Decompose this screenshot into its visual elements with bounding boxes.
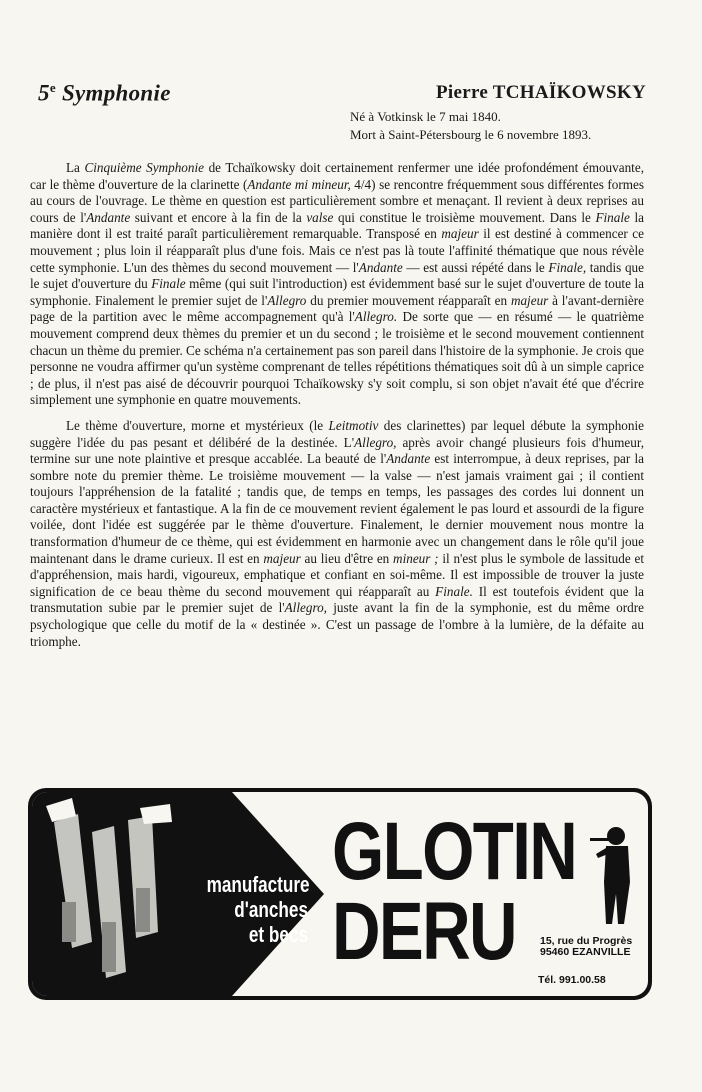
italic-term: Allegro, (354, 434, 397, 450)
text-run: est interrompue, à deux reprises, par la sombre note du premier thème. Le troisième mouvement — la valse — n'est jamais vraiment gai ; il contient toujours l'appréhension de la fatalité ; tandis que, de temps en temps, les passages des cordes lui donnent un caractère mystérieux et fantastique. A la fin de ce mouvement revient également le pas lourd et assourdi de la figure voilée, dont l'idée est suggérée par le thème d'ouverture. Finalement, le dernier mouvement nous montre la transformation d'humeur de ce thème, qui est évidemment en harmonie avec un changement dans le rôle qu'il joue maintenant dans le drame curieux. Il est en (30, 451, 644, 566)
text-run: du premier mouvement réapparaît en (306, 292, 511, 308)
italic-term: Allegro (267, 292, 307, 308)
italic-term: Andante (86, 209, 131, 225)
tagline-line-2: d'anches (234, 897, 308, 922)
italic-term: Allegro. (354, 309, 398, 325)
text-run: — est aussi répété dans le (402, 259, 549, 275)
text-run: il est destiné à commencer ce mouvement ; plus loin il réapparaît plus d'une fois. Mais ce n'est pas là toute l'affinité thématique que nous révèle cette symphonie. L'un des thèmes du second mouvement — l' (30, 226, 644, 275)
text-run: au lieu d'être en (300, 550, 394, 566)
italic-term: majeur (510, 292, 549, 308)
text-run: des clarinettes) par lequel débute la symphonie suggère l'idée du pas pesant et délibéré de la destinée. L' (30, 417, 645, 450)
clarinet-player-icon (586, 824, 646, 934)
italic-term: Leitmotiv (328, 417, 379, 433)
address-line-2: 95460 EZANVILLE (540, 946, 631, 958)
ad-tagline (207, 872, 308, 947)
text-run: 4/4) se rencontre fréquemment sous différentes formes au cours de l'ouvrage. Le thème en question est particulièrement sombre et menaçant. Il revient à deux reprises au cours de l' (30, 176, 644, 225)
text-run: il n'est plus le symbole de lassitude et d'appréhension, mais hardi, vigoureux, emphatique et confiant en soi-même. Il est impossible de trouver la juste signification de ce beau thème du second mouvement qui réapparaît au (30, 550, 644, 599)
text-run: même (qui suit l'introduction) est évidemment basé sur le sujet d'ouverture de toute la symphonie. Finalement le premier sujet de l' (30, 276, 644, 308)
composer-dates (350, 108, 591, 144)
title-superscript: e (49, 80, 56, 95)
brand-name (332, 806, 577, 977)
text-run: La (66, 160, 85, 175)
title-number: 5 (38, 80, 50, 106)
text-run: juste avant la fin de la symphonie, est du même ordre psychologique que celle du motif de la « destinée ». C'est un passage de l'ombre à la lumière, de la défaite au triomphe. (30, 600, 644, 649)
italic-term: Andante (386, 451, 431, 467)
italic-term: Finale (595, 209, 630, 225)
text-run: de Tchaïkowsky doit certainement renfermer une idée profondément émouvante, car le thème d'ouverture de la clarinette ( (30, 160, 644, 192)
address-line-1: 15, rue du Progrès (540, 935, 633, 947)
title-word: Symphonie (61, 80, 171, 106)
ad-reeds-panel (32, 792, 332, 996)
death-line: Mort à Saint-Pétersbourg le 6 novembre 1893. (350, 127, 592, 142)
italic-term: valse (306, 209, 334, 225)
italic-term: Finale, (548, 259, 587, 275)
italic-term: Cinquième Symphonie (84, 160, 205, 175)
italic-term: majeur (263, 550, 301, 566)
ad-phone: Tél. 991.00.58 (538, 974, 606, 986)
birth-line: Né à Votkinsk le 7 mai 1840. (350, 109, 501, 124)
text-run: tandis que le sujet d'ouverture du (30, 259, 644, 292)
brand-line-2: DERU (332, 886, 516, 977)
italic-term: majeur (441, 226, 479, 242)
composer-name: Pierre TCHAÏKOWSKY (436, 82, 646, 103)
text-run: à l'avant-dernière page de la partition avec le même accompagnement qu'à l' (30, 292, 644, 325)
text-run: Il est toutefois évident que la transmutation subie par le premier sujet de l' (30, 583, 644, 616)
italic-term: Finale (151, 276, 186, 292)
tagline-line-1: manufacture (206, 872, 310, 897)
header (38, 80, 646, 140)
text-run: qui constitue le troisième mouvement. Dans le (333, 209, 596, 225)
symphony-title (38, 80, 171, 107)
text-run: Le thème d'ouverture, morne et mystérieux (le (66, 417, 329, 433)
tagline-line-3: et becs (248, 922, 308, 947)
text-run: après avoir changé plusieurs fois d'humeur, termine sur une note plaintive et presque accablée. La beauté de l' (30, 434, 644, 467)
italic-term: Andante mi mineur, (247, 176, 351, 192)
ad-address (540, 936, 632, 958)
paragraph-1 (30, 160, 644, 409)
advertisement (28, 788, 652, 1000)
ad-panel (32, 792, 648, 996)
text-run: De sorte que — en résumé — le quatrième mouvement comprend deux thèmes du premier et un du second ; le troisième et le second mouvement contiennent chacun un thème du premier. Ce schéma n'a certainement pas son pareil dans l'histoire de la symphonie. Je crois que personne ne voudra affirmer qu'un système comprenant de telles répétitions thématiques soit dû à un simple caprice ; de plus, il n'est pas aisé de découvrir pourquoi Tchaïkowsky s'y soit complu, si son objet n'avait été que d'écrire simplement une symphonie en quatre mouvements. (30, 309, 644, 408)
text-run: la manière dont il est traité paraît particulièrement remarquable. Transposé en (30, 209, 644, 242)
italic-term: Finale. (435, 583, 473, 599)
text-run: suivant et encore à la fin de la (130, 209, 307, 225)
paragraph-2 (30, 418, 644, 650)
brand-line-1: GLOTIN (332, 806, 577, 897)
italic-term: mineur ; (393, 550, 439, 566)
program-notes (30, 160, 644, 659)
italic-term: Andante (358, 259, 403, 275)
italic-term: Allegro, (284, 600, 327, 616)
